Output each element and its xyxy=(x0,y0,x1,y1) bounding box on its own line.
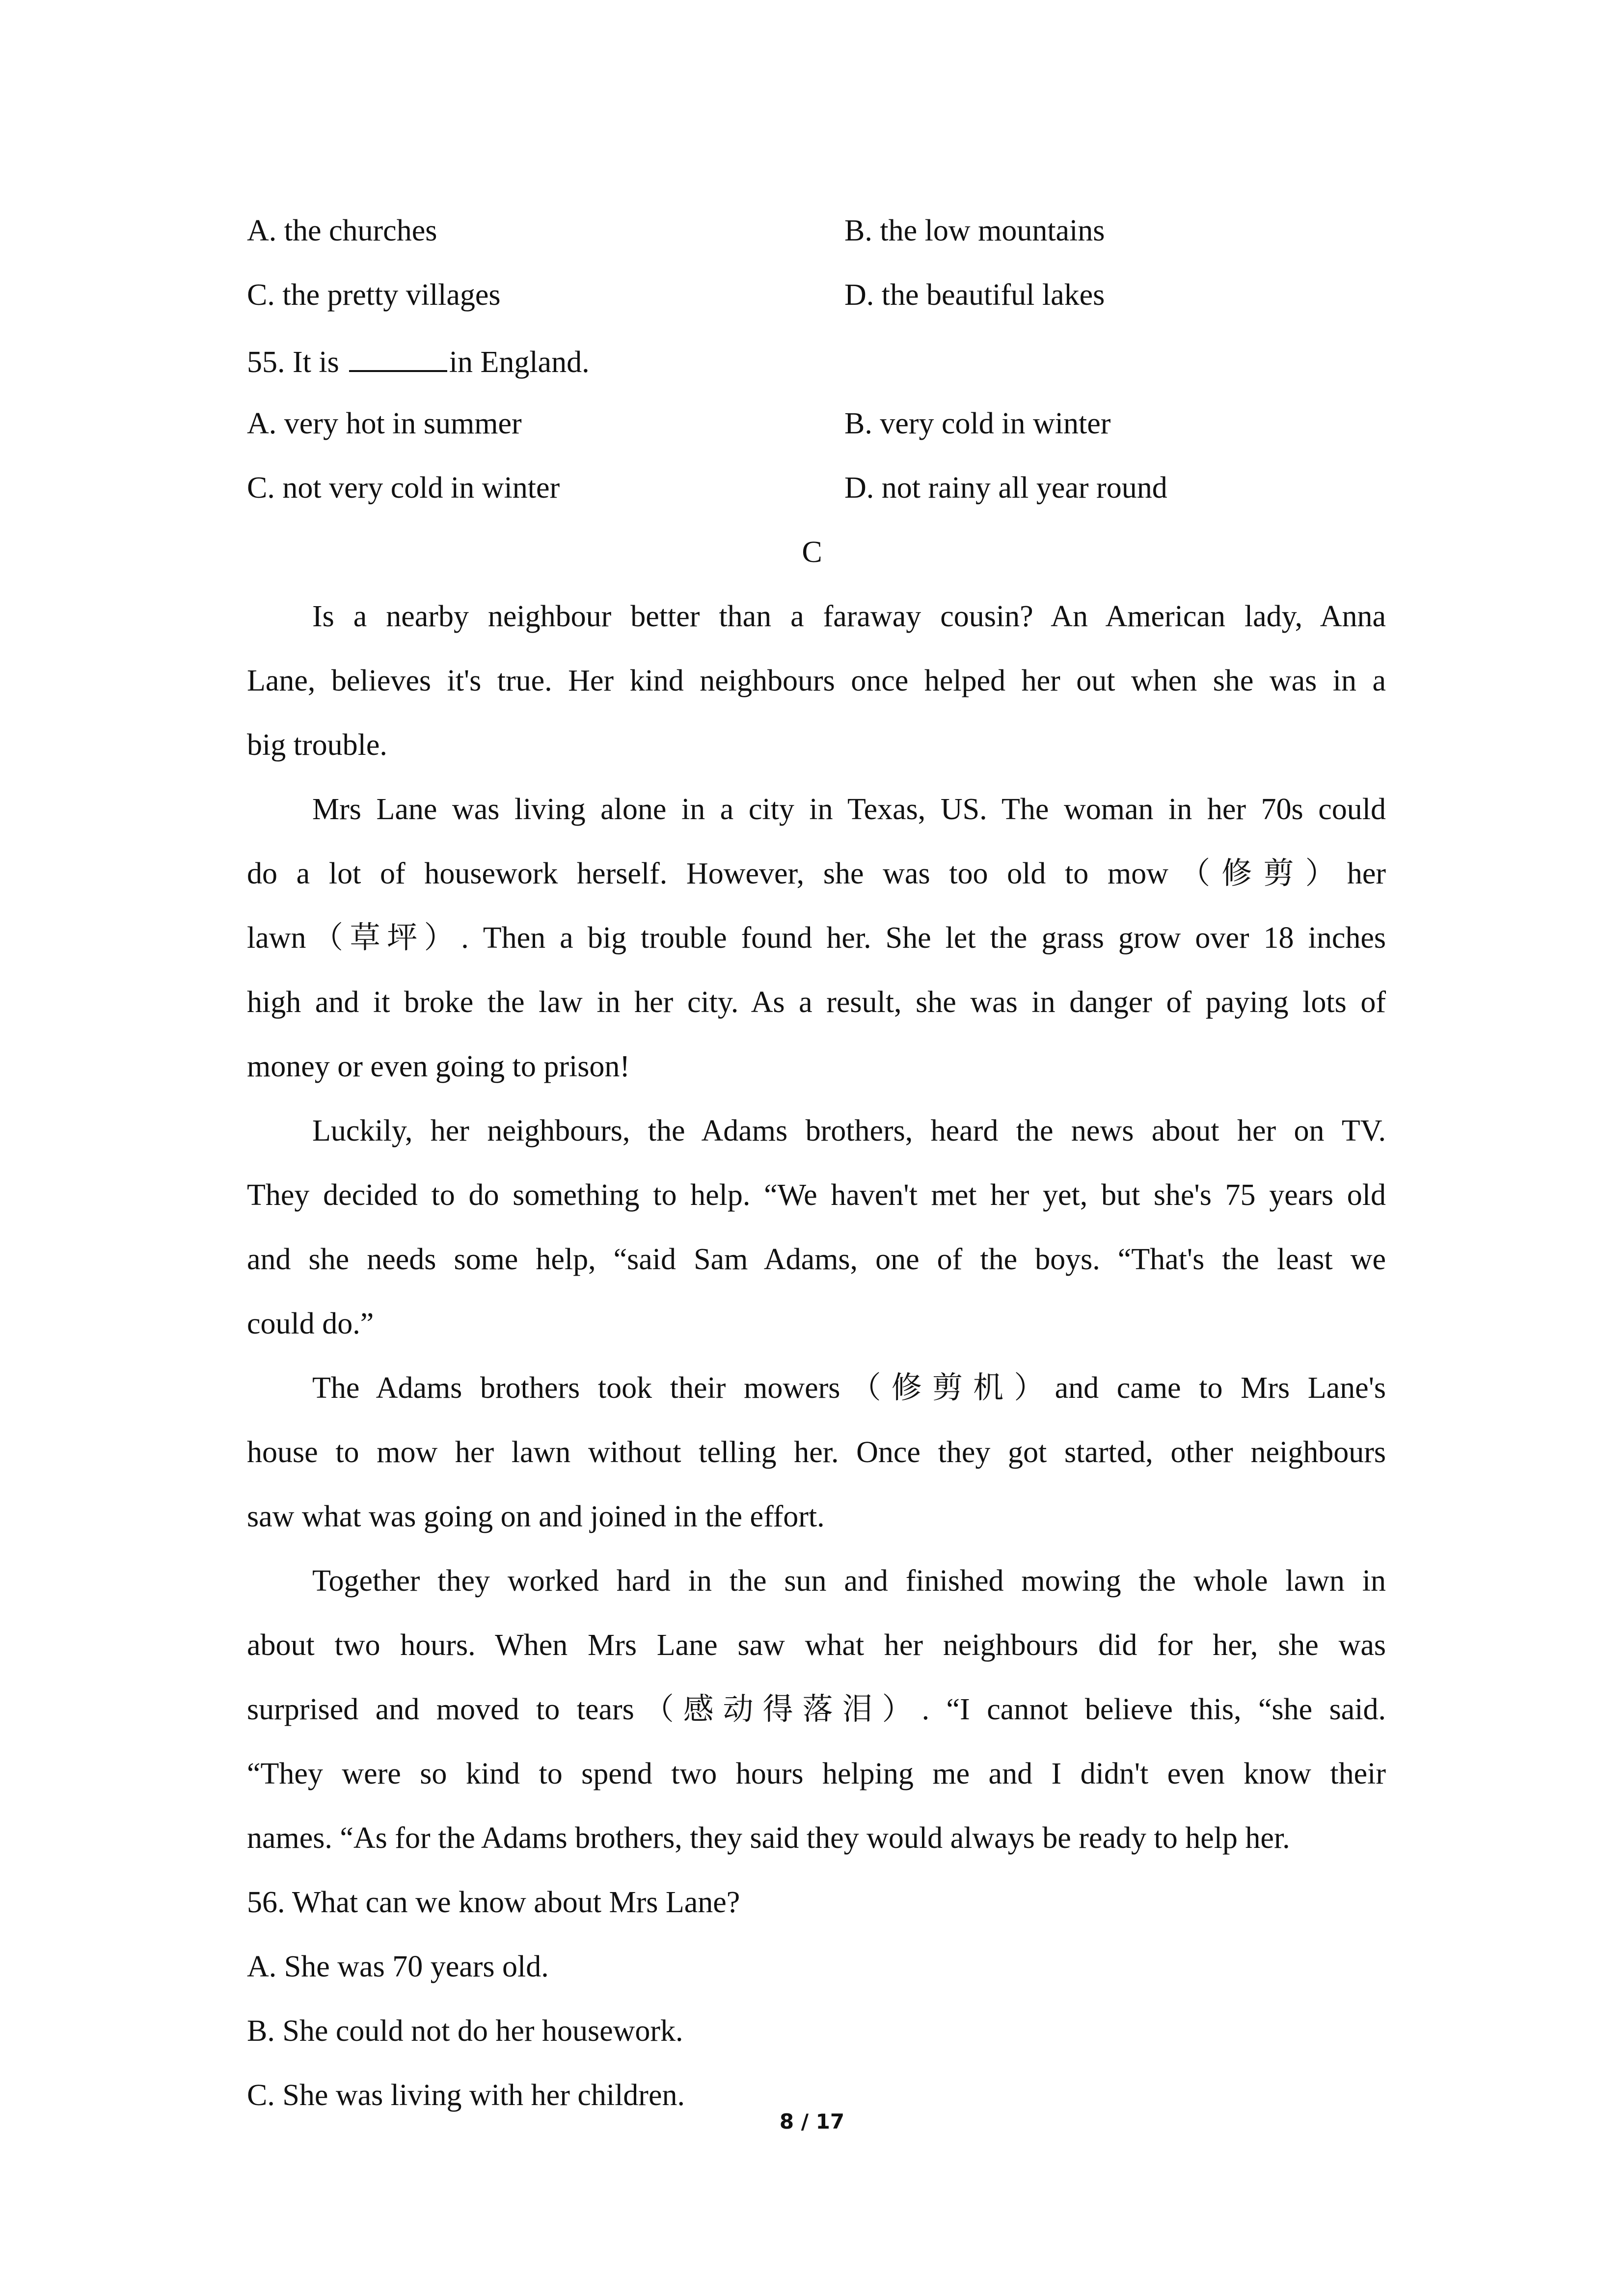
passage-line: The Adams brothers took their mowers（修剪机）and came to Mrs Lane's xyxy=(312,1371,1386,1405)
passage-line: Lane, believes it's true. Her kind neighbours once helped her out when she was in a xyxy=(247,664,1386,697)
passage-line: Mrs Lane was living alone in a city in Texas, US. The woman in her 70s could xyxy=(312,793,1386,826)
q54-option-d: D. the beautiful lakes xyxy=(844,278,1105,312)
q55-option-a: A. very hot in summer xyxy=(247,407,522,440)
passage-line: house to mow her lawn without telling her. Once they got started, other neighbours xyxy=(247,1436,1386,1469)
q56-option-c: C. She was living with her children. xyxy=(247,2079,685,2112)
q55-option-b: B. very cold in winter xyxy=(844,407,1111,440)
passage-line: saw what was going on and joined in the effort. xyxy=(247,1500,825,1533)
q55-stem-after: in England. xyxy=(449,346,590,379)
passage-line: Luckily, her neighbours, the Adams brothers, heard the news about her on TV. xyxy=(312,1114,1386,1148)
passage-line: They decided to do something to help. “We haven't met her yet, but she's 75 years old xyxy=(247,1178,1386,1212)
passage-line: names. “As for the Adams brothers, they said they would always be ready to help her. xyxy=(247,1821,1290,1855)
passage-line: could do.” xyxy=(247,1307,374,1340)
q54-option-a: A. the churches xyxy=(247,214,437,247)
passage-line: about two hours. When Mrs Lane saw what her neighbours did for her, she was xyxy=(247,1629,1386,1662)
q56-stem: 56. What can we know about Mrs Lane? xyxy=(247,1886,740,1919)
q55-stem-before: 55. It is xyxy=(247,346,339,379)
q56-option-a: A. She was 70 years old. xyxy=(247,1950,549,1983)
passage-line: surprised and moved to tears（感动得落泪）. “I cannot believe this, “she said. xyxy=(247,1693,1386,1726)
q54-option-c: C. the pretty villages xyxy=(247,278,501,312)
passage-line: Together they worked hard in the sun and finished mowing the whole lawn in xyxy=(312,1564,1386,1598)
passage-line: Is a nearby neighbour better than a faraway cousin? An American lady, Anna xyxy=(312,600,1386,633)
q55-stem xyxy=(247,340,590,382)
passage-line: and she needs some help, “said Sam Adams, one of the boys. “That's the least we xyxy=(247,1243,1386,1276)
answer-blank xyxy=(349,340,447,372)
q54-option-b: B. the low mountains xyxy=(844,214,1105,247)
passage-line: lawn（草坪）. Then a big trouble found her. She let the grass grow over 18 inches xyxy=(247,921,1386,955)
passage-line: money or even going to prison! xyxy=(247,1050,630,1083)
passage-line: high and it broke the law in her city. As a result, she was in danger of paying lots of xyxy=(247,986,1386,1019)
q55-option-d: D. not rainy all year round xyxy=(844,471,1167,505)
page-number: 8 / 17 xyxy=(779,2109,845,2134)
section-title: C xyxy=(802,535,822,569)
passage-line: big trouble. xyxy=(247,728,387,762)
q56-option-b: B. She could not do her housework. xyxy=(247,2014,683,2048)
passage-line: “They were so kind to spend two hours helping me and I didn't even know their xyxy=(247,1757,1386,1790)
passage-line: do a lot of housework herself. However, she was too old to mow（修剪）her xyxy=(247,857,1386,890)
q55-option-c: C. not very cold in winter xyxy=(247,471,560,505)
